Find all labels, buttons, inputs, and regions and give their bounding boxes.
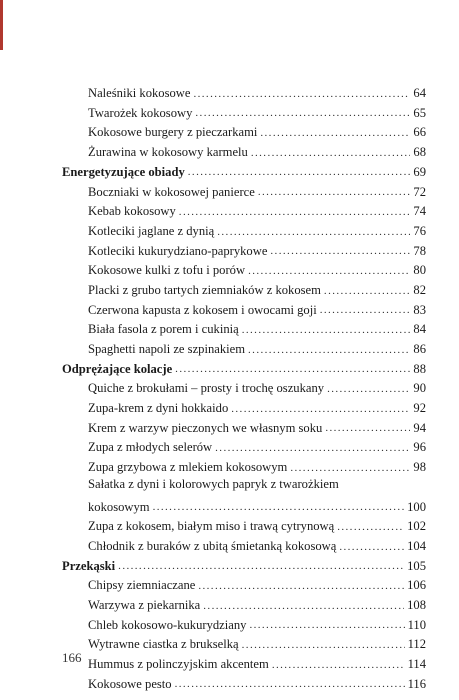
toc-entry-title: Twarożek kokosowy bbox=[88, 105, 193, 120]
toc-entry bbox=[62, 631, 426, 651]
toc-entry bbox=[62, 119, 426, 139]
toc-entry-title: Sałatka z dyni i kolorowych papryk z twarożkiem bbox=[88, 476, 339, 491]
toc-entry-title: Odprężające kolacje bbox=[62, 361, 173, 376]
toc-entry bbox=[62, 238, 426, 258]
dot-leader bbox=[217, 227, 410, 238]
dot-leader bbox=[248, 345, 410, 356]
dot-leader bbox=[188, 167, 411, 178]
toc-section-heading bbox=[62, 553, 426, 573]
toc-entry-page: 116 bbox=[407, 676, 426, 691]
toc-entry-title: Chleb kokosowo-kukurydziany bbox=[88, 617, 247, 632]
dot-leader bbox=[251, 148, 411, 159]
toc-entry-title: Wytrawne ciastka z brukselką bbox=[88, 637, 239, 652]
dot-leader bbox=[327, 384, 410, 395]
toc-entry-title: Chipsy ziemniaczane bbox=[88, 578, 196, 593]
toc-entry-page: 76 bbox=[413, 223, 426, 238]
toc-entry bbox=[62, 493, 426, 513]
dot-leader bbox=[195, 108, 410, 119]
toc-entry-title: Zupa-krem z dyni hokkaido bbox=[88, 401, 229, 416]
toc-entry-title: Kokosowe kulki z tofu i porów bbox=[88, 263, 246, 278]
toc-entry-page: 68 bbox=[413, 145, 426, 160]
toc-entry-title: Krem z warzyw pieczonych we własnym soku bbox=[88, 420, 323, 435]
toc-entry-title: kokosowym bbox=[88, 499, 150, 514]
toc-entry-page: 105 bbox=[407, 558, 426, 573]
toc-entry-page: 74 bbox=[413, 204, 426, 219]
toc-entry bbox=[62, 198, 426, 218]
toc-entry-page: 72 bbox=[413, 184, 426, 199]
page-edge-mark bbox=[0, 0, 3, 50]
dot-leader bbox=[270, 246, 410, 257]
toc-entry-page: 80 bbox=[413, 263, 426, 278]
toc-entry bbox=[62, 336, 426, 356]
toc-entry-title: Boczniaki w kokosowej panierce bbox=[88, 184, 255, 199]
toc-entry-title: Placki z grubo tartych ziemniaków z kokosem bbox=[88, 282, 321, 297]
toc-entry-title: Przekąski bbox=[62, 558, 116, 573]
toc-entry bbox=[62, 612, 426, 632]
toc-entry-title: Zupa grzybowa z mlekiem kokosowym bbox=[88, 460, 288, 475]
toc-entry bbox=[62, 415, 426, 435]
toc-entry-title: Quiche z brokułami – prosty i trochę oszukany bbox=[88, 381, 325, 396]
toc-entry-title: Biała fasola z porem i cukinią bbox=[88, 322, 239, 337]
toc-entry-page: 90 bbox=[413, 381, 426, 396]
toc-entry-title: Żurawina w kokosowy karmelu bbox=[88, 145, 248, 160]
toc-entry bbox=[62, 671, 426, 691]
dot-leader bbox=[203, 601, 404, 612]
toc-entry-title: Zupa z kokosem, białym miso i trawą cytrynową bbox=[88, 519, 335, 534]
dot-leader bbox=[324, 286, 410, 297]
dot-leader bbox=[118, 561, 404, 572]
dot-leader bbox=[179, 207, 411, 218]
dot-leader bbox=[198, 581, 404, 592]
toc-entry-page: 69 bbox=[413, 164, 426, 179]
dot-leader bbox=[325, 423, 410, 434]
toc-section-heading bbox=[62, 356, 426, 376]
dot-leader bbox=[272, 660, 405, 671]
toc-entry-page: 114 bbox=[407, 657, 426, 672]
toc-entry-title: Kokosowe pesto bbox=[88, 676, 172, 691]
toc-entry bbox=[62, 218, 426, 238]
toc-entry-page: 86 bbox=[413, 342, 426, 357]
toc-entry-title: Naleśniki kokosowe bbox=[88, 86, 191, 101]
toc-entry bbox=[62, 297, 426, 317]
toc-entry-title: Chłodnik z buraków z ubitą śmietanką kokosową bbox=[88, 538, 337, 553]
dot-leader bbox=[260, 128, 410, 139]
toc-entry bbox=[62, 80, 426, 100]
dot-leader bbox=[339, 542, 404, 553]
toc-entry-page: 106 bbox=[407, 578, 426, 593]
toc-entry bbox=[62, 651, 426, 671]
toc-entry bbox=[62, 533, 426, 553]
toc-entry-page: 66 bbox=[413, 125, 426, 140]
toc-entry-page: 102 bbox=[407, 519, 426, 534]
dot-leader bbox=[175, 679, 405, 690]
toc-entry bbox=[62, 572, 426, 592]
toc-entry bbox=[62, 434, 426, 454]
toc-entry-title: Energetyzujące obiady bbox=[62, 164, 185, 179]
dot-leader bbox=[337, 522, 404, 533]
toc-entry-page: 88 bbox=[413, 361, 426, 376]
toc-entry-page: 78 bbox=[413, 243, 426, 258]
toc-entry bbox=[62, 277, 426, 297]
dot-leader bbox=[231, 404, 410, 415]
toc-entry-title: Kebab kokosowy bbox=[88, 204, 176, 219]
toc-entry bbox=[62, 474, 426, 494]
toc-entry-page: 65 bbox=[413, 105, 426, 120]
toc-entry-page: 110 bbox=[407, 617, 426, 632]
dot-leader bbox=[290, 463, 410, 474]
toc-entry-page: 64 bbox=[413, 86, 426, 101]
dot-leader bbox=[193, 89, 410, 100]
toc-entry-page: 100 bbox=[407, 499, 426, 514]
dot-leader bbox=[258, 187, 411, 198]
toc-entry-page: 104 bbox=[407, 538, 426, 553]
toc-entry-page: 108 bbox=[407, 597, 426, 612]
toc-entry-page: 98 bbox=[413, 460, 426, 475]
toc-entry bbox=[62, 375, 426, 395]
page-number: 166 bbox=[62, 650, 82, 665]
toc-entry-page: 82 bbox=[413, 282, 426, 297]
dot-leader bbox=[242, 640, 405, 651]
toc-entry bbox=[62, 454, 426, 474]
toc-entry-title: Kokosowe burgery z pieczarkami bbox=[88, 125, 258, 140]
toc-entry bbox=[62, 257, 426, 277]
dot-leader bbox=[153, 502, 405, 513]
toc-entry bbox=[62, 139, 426, 159]
toc-entry bbox=[62, 178, 426, 198]
dot-leader bbox=[175, 364, 410, 375]
dot-leader bbox=[248, 266, 410, 277]
toc-section-heading bbox=[62, 159, 426, 179]
table-of-contents bbox=[62, 80, 426, 690]
dot-leader bbox=[320, 305, 411, 316]
toc-entry-title: Kotleciki kukurydziano-paprykowe bbox=[88, 243, 268, 258]
toc-entry-title: Hummus z polinczyjskim akcentem bbox=[88, 657, 269, 672]
toc-entry bbox=[62, 395, 426, 415]
dot-leader bbox=[215, 443, 410, 454]
toc-entry-page: 96 bbox=[413, 440, 426, 455]
toc-entry bbox=[62, 592, 426, 612]
toc-entry-page: 94 bbox=[413, 420, 426, 435]
toc-entry-page: 112 bbox=[407, 637, 426, 652]
toc-entry-title: Czerwona kapusta z kokosem i owocami goji bbox=[88, 302, 317, 317]
toc-entry bbox=[62, 513, 426, 533]
toc-entry bbox=[62, 316, 426, 336]
dot-leader bbox=[242, 325, 411, 336]
toc-entry-page: 92 bbox=[413, 401, 426, 416]
toc-entry-title: Warzywa z piekarnika bbox=[88, 597, 201, 612]
toc-entry-title: Kotleciki jaglane z dynią bbox=[88, 223, 215, 238]
dot-leader bbox=[249, 620, 404, 631]
toc-entry-title: Zupa z młodych selerów bbox=[88, 440, 213, 455]
toc-entry bbox=[62, 100, 426, 120]
toc-entry-page: 83 bbox=[413, 302, 426, 317]
toc-entry-page: 84 bbox=[413, 322, 426, 337]
toc-entry-title: Spaghetti napoli ze szpinakiem bbox=[88, 342, 246, 357]
